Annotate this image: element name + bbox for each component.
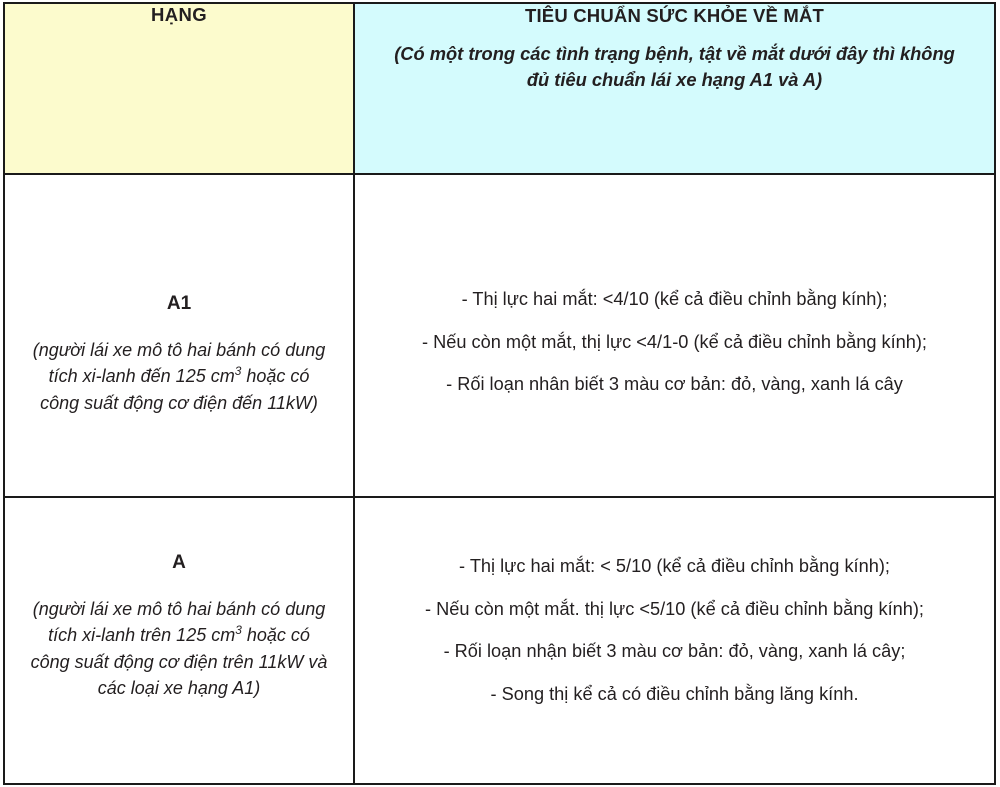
- rank-description-a1: [5, 337, 353, 416]
- rank-cell-a: [4, 497, 354, 784]
- rank-code-a1: A1: [166, 293, 192, 314]
- rank-column-header-cell: [4, 3, 354, 174]
- rank-description-line: công suất động cơ điện đến 11kW): [40, 392, 318, 413]
- rank-description-line: (người lái xe mô tô hai bánh có dung: [32, 340, 326, 360]
- table-header-row: [4, 3, 995, 174]
- rank-description-line-text: tích xi-lanh đến 125 cm: [48, 366, 235, 387]
- rank-description-line: các loại xe hạng A1): [97, 678, 261, 699]
- spacer: [355, 579, 994, 597]
- eye-health-standards-table: [3, 2, 996, 785]
- spacer: [5, 175, 353, 293]
- standards-cell-a: [354, 497, 995, 784]
- table-row: [4, 174, 995, 497]
- cubic-superscript: 3: [235, 623, 242, 638]
- rank-description-line-text: tích xi-lanh trên 125 cm: [48, 625, 236, 646]
- rank-description-line-text-tail: hoặc có: [241, 625, 310, 646]
- eye-health-standards-table-container: [3, 2, 994, 783]
- spacer: [355, 664, 994, 682]
- standard-subtitle-line-2: đủ tiêu chuẩn lái xe hạng A1 và A): [526, 69, 823, 91]
- standards-cell-a1: [354, 174, 995, 497]
- standard-item: - Rối loạn nhận biết 3 màu cơ bản: đỏ, vàng, xanh lá cây;: [443, 641, 906, 662]
- standard-item: - Nếu còn một mắt, thị lực <4/1-0 (kể cả điều chỉnh bằng kính);: [421, 331, 927, 352]
- rank-description-line: (người lái xe mô tô hai bánh có dung: [32, 599, 326, 619]
- rank-description-line-text-tail: hoặc có: [241, 366, 310, 387]
- spacer: [355, 498, 994, 554]
- standard-item: - Thị lực hai mắt: < 5/10 (kể cả điều chỉnh bằng kính);: [459, 556, 890, 576]
- cubic-superscript: 3: [234, 364, 242, 379]
- rank-description-a: [5, 596, 353, 702]
- rank-description-line: [5, 363, 353, 389]
- spacer: [355, 354, 994, 372]
- standard-subtitle-line-1: (Có một trong các tình trạng bệnh, tật về mắt dưới đây thì không: [394, 43, 955, 65]
- rank-code-a: A: [172, 552, 186, 573]
- spacer: [5, 574, 353, 596]
- standard-column-header-title: TIÊU CHUẨN SỨC KHỎE VỀ MẮT: [524, 5, 825, 26]
- standard-column-header-cell: [354, 3, 995, 174]
- rank-description-line: công suất động cơ điện trên 11kW và: [30, 651, 328, 672]
- rank-cell-a1: [4, 174, 354, 497]
- standard-item: - Song thị kể cả có điều chỉnh bằng lăng kính.: [490, 683, 859, 704]
- rank-column-header-label: HẠNG: [150, 4, 208, 25]
- rank-description-line: [5, 622, 353, 648]
- standard-item: - Rối loạn nhân biết 3 màu cơ bản: đỏ, vàng, xanh lá cây: [446, 374, 903, 395]
- standard-item: - Thị lực hai mắt: <4/10 (kể cả điều chỉnh bằng kính);: [461, 289, 888, 309]
- spacer: [5, 498, 353, 552]
- standard-column-header-subtitle: [355, 41, 994, 93]
- spacer: [355, 621, 994, 639]
- spacer: [355, 312, 994, 330]
- standard-item: - Nếu còn một mắt. thị lực <5/10 (kể cả điều chỉnh bằng kính);: [425, 598, 924, 619]
- table-row: [4, 497, 995, 784]
- spacer: [5, 315, 353, 337]
- spacer: [355, 175, 994, 287]
